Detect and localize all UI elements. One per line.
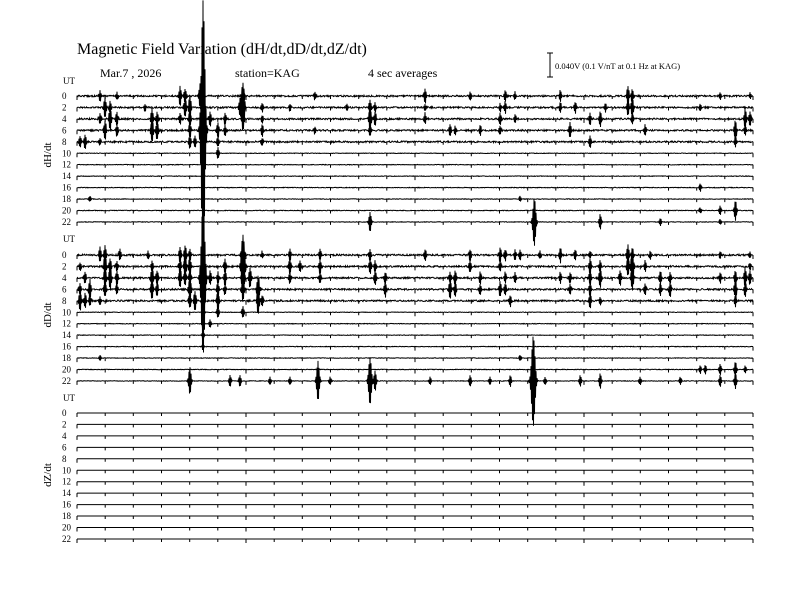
time-ticks-dz-6 [77,447,753,451]
time-ticks-dz-2 [77,424,753,428]
trace-dh-0 [77,83,753,109]
time-ticks-dz-14 [77,493,753,497]
row-label-dh-8: 8 [62,136,67,147]
row-label-dh-18: 18 [62,194,71,205]
row-label-dd-10: 10 [62,307,71,318]
row-label-dd-8: 8 [62,295,67,306]
row-label-dz-16: 16 [62,499,71,510]
trace-dd-10 [77,304,753,319]
row-label-dd-0: 0 [62,250,67,260]
trace-dd-20 [77,362,753,377]
row-label-dd-18: 18 [62,353,71,364]
panel-label-dz: dZ/dt [42,463,54,487]
row-label-dh-14: 14 [62,171,71,182]
station-label: station=KAG [235,66,300,80]
scale-bar-label: 0.040V (0.1 V/nT at 0.1 Hz at KAG) [555,61,681,71]
time-ticks-dz-4 [77,436,753,440]
row-label-dz-0: 0 [62,408,67,418]
row-label-dz-10: 10 [62,465,71,476]
ut-label-dd: UT [63,234,75,244]
row-label-dh-22: 22 [62,216,71,227]
row-label-dd-20: 20 [62,364,71,375]
trace-dh-22 [77,199,753,246]
row-label-dh-6: 6 [62,125,67,136]
ut-label-dh: UT [63,76,75,86]
row-label-dd-16: 16 [62,341,71,352]
trace-dh-6 [77,0,753,255]
ut-label-dz: UT [63,393,75,403]
time-ticks-dz-0 [77,413,753,417]
row-label-dz-2: 2 [62,419,67,430]
row-label-dd-22: 22 [62,375,71,386]
row-label-dh-16: 16 [62,182,71,193]
row-label-dd-2: 2 [62,261,67,272]
chart-title: Magnetic Field Variation (dH/dt,dD/dt,dZ/dt) [77,41,367,58]
time-ticks-dz-18 [77,516,753,520]
scale-bar-line [547,53,553,77]
row-label-dd-14: 14 [62,330,71,341]
row-label-dh-0: 0 [62,91,67,101]
scale-bar [547,53,680,77]
panel-label-dh: dH/dt [42,142,54,168]
time-ticks-dz-22 [77,539,753,543]
averaging-label: 4 sec averages [368,66,438,80]
row-label-dz-20: 20 [62,522,71,533]
row-label-dz-8: 8 [62,453,67,464]
trace-dh-2 [77,83,753,130]
row-label-dd-6: 6 [62,284,67,295]
row-label-dz-12: 12 [62,476,71,487]
time-ticks-dz-16 [77,505,753,509]
row-label-dz-14: 14 [62,488,71,499]
time-ticks-dd-18 [77,358,753,362]
row-label-dh-10: 10 [62,148,71,159]
row-label-dd-12: 12 [62,318,71,329]
trace-dd-2 [77,236,753,295]
time-ticks-dz-20 [77,528,753,532]
row-label-dh-4: 4 [62,113,67,124]
row-label-dz-18: 18 [62,511,71,521]
row-label-dh-12: 12 [62,159,71,170]
row-label-dh-20: 20 [62,205,71,216]
time-ticks-dz-10 [77,470,753,474]
time-ticks-dz-8 [77,459,753,463]
row-label-dh-2: 2 [62,102,67,113]
panel-label-dd: dD/dt [42,302,54,328]
time-ticks-dd-6 [77,289,753,293]
row-label-dz-22: 22 [62,534,71,544]
time-ticks-dd-10 [77,312,753,316]
row-label-dz-6: 6 [62,442,67,453]
time-ticks-dz-12 [77,482,753,486]
date-label: Mar.7 , 2026 [100,66,162,80]
trace-area [62,0,753,544]
row-label-dz-4: 4 [62,430,67,441]
row-label-dd-4: 4 [62,272,67,283]
